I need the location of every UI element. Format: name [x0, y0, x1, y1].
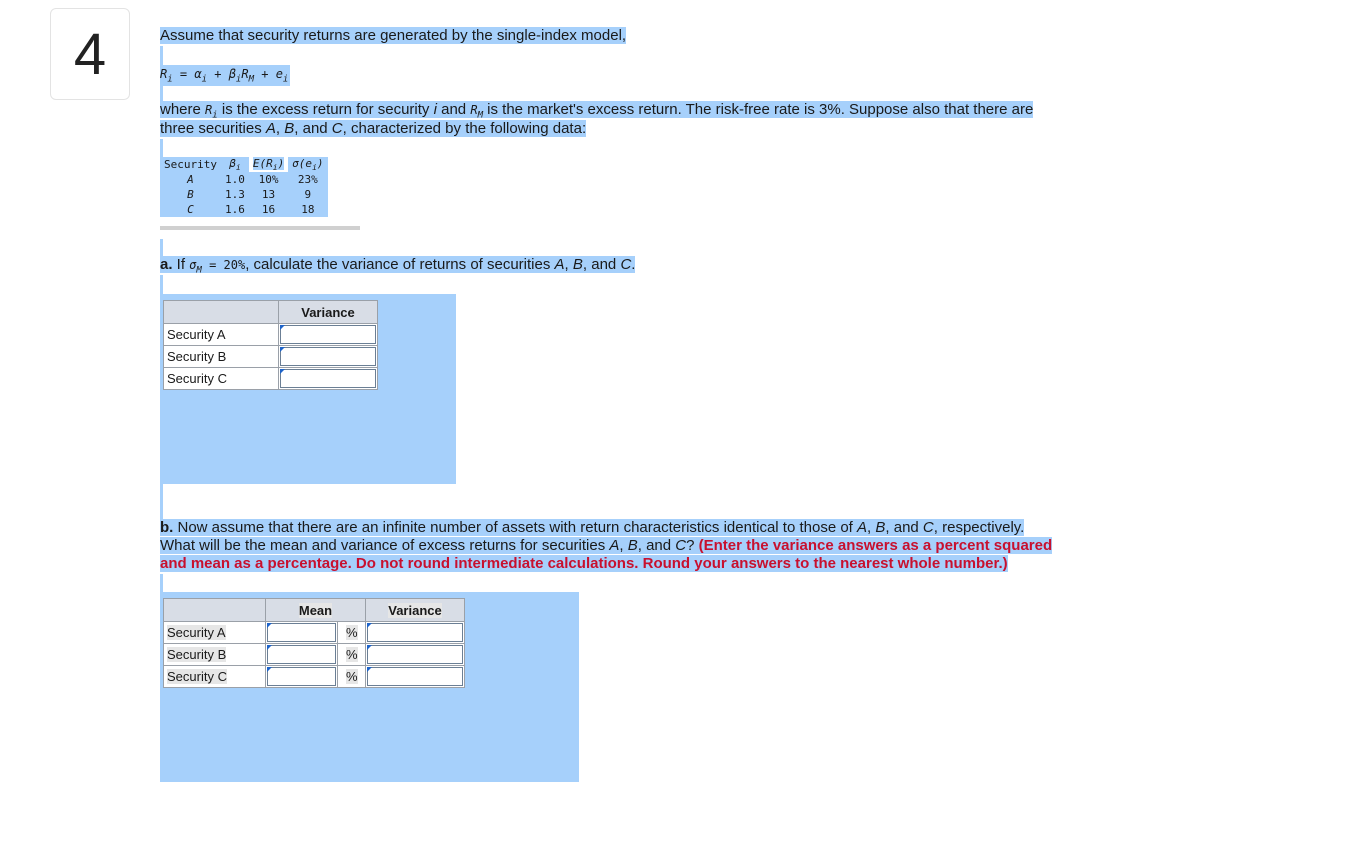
- table-row: [164, 368, 378, 390]
- data-row: C 1.6 16 18: [160, 202, 328, 217]
- table-row: [164, 324, 378, 346]
- highlight-bar: [160, 484, 163, 520]
- part-b-question-line1: b. Now assume that there are an infinite number of assets with return characteristics identical to those of A, B, and C, respectively.: [160, 519, 1025, 536]
- mean-input-c[interactable]: [267, 667, 336, 686]
- part-a-question: a. If $\sigma_M = 20\%$, calculate the variance of returns of securities A, B, and C.: [160, 256, 636, 276]
- where-text: where $R_i$ is the excess return for security i and $R_M$ is the market's excess return. The risk-free rate is 3%. Suppose also that there are: [160, 101, 1034, 121]
- table-row: [164, 346, 378, 368]
- security-data-table: [160, 157, 328, 217]
- row-label: Security B: [164, 644, 266, 666]
- table-row: [164, 666, 465, 688]
- data-row: B 1.3 13 9: [160, 187, 328, 202]
- part-b-question-line2: What will be the mean and variance of excess returns for securities A, B, and C? (Enter the variance answers as a percent squared: [160, 537, 1053, 554]
- part-b-instructions: and mean as a percentage. Do not round intermediate calculations. Round your answers to the nearest whole number.): [160, 555, 1008, 572]
- table-row: [164, 644, 465, 666]
- part-a-answer-table: [163, 300, 378, 390]
- row-label: Security C: [164, 368, 279, 390]
- data-row: A 1.0 10% 23%: [160, 172, 328, 187]
- percent-unit: %: [338, 622, 366, 644]
- variance-input-c[interactable]: [280, 369, 376, 388]
- data-table-header: [160, 157, 328, 172]
- question-number: 4: [50, 8, 130, 100]
- header-security: Security: [160, 157, 221, 172]
- variance-input-a[interactable]: [367, 623, 463, 642]
- row-label: Security C: [164, 666, 266, 688]
- header-residual-sd: $\sigma(e_i)$: [288, 157, 327, 172]
- mean-input-a[interactable]: [267, 623, 336, 642]
- row-label: Security B: [164, 346, 279, 368]
- intro-text: [160, 27, 626, 45]
- mean-input-b[interactable]: [267, 645, 336, 664]
- highlight-bar: [160, 139, 163, 158]
- row-label: Security A: [164, 622, 266, 644]
- intro-sentence: Assume that security returns are generated by the single-index model,: [160, 27, 627, 44]
- highlight-bar: [160, 574, 163, 593]
- highlight-bar: [160, 275, 163, 294]
- highlight-bar: [160, 46, 163, 65]
- percent-unit: %: [338, 644, 366, 666]
- header-beta: $\beta_i$: [221, 157, 249, 172]
- single-index-equation: $R_i = \alpha_i + \beta_iR_M + e_i$: [160, 67, 289, 85]
- variance-input-b[interactable]: [280, 347, 376, 366]
- percent-unit: %: [338, 666, 366, 688]
- header-expected-return: $E(R_i)$: [249, 157, 288, 172]
- highlight-bar: [160, 84, 163, 102]
- variance-input-c[interactable]: [367, 667, 463, 686]
- part-b-answer-table: [163, 598, 465, 688]
- table-row: [164, 622, 465, 644]
- variance-input-a[interactable]: [280, 325, 376, 344]
- variance-header: Variance: [366, 599, 465, 622]
- variance-input-b[interactable]: [367, 645, 463, 664]
- mean-header: Mean: [266, 599, 366, 622]
- where-text-2: three securities A, B, and C, characterized by the following data:: [160, 120, 587, 137]
- table-divider: [160, 226, 360, 230]
- row-label: Security A: [164, 324, 279, 346]
- instruction-text: (Enter the variance answers as a percent squared: [698, 537, 1053, 554]
- variance-header: Variance: [279, 301, 378, 324]
